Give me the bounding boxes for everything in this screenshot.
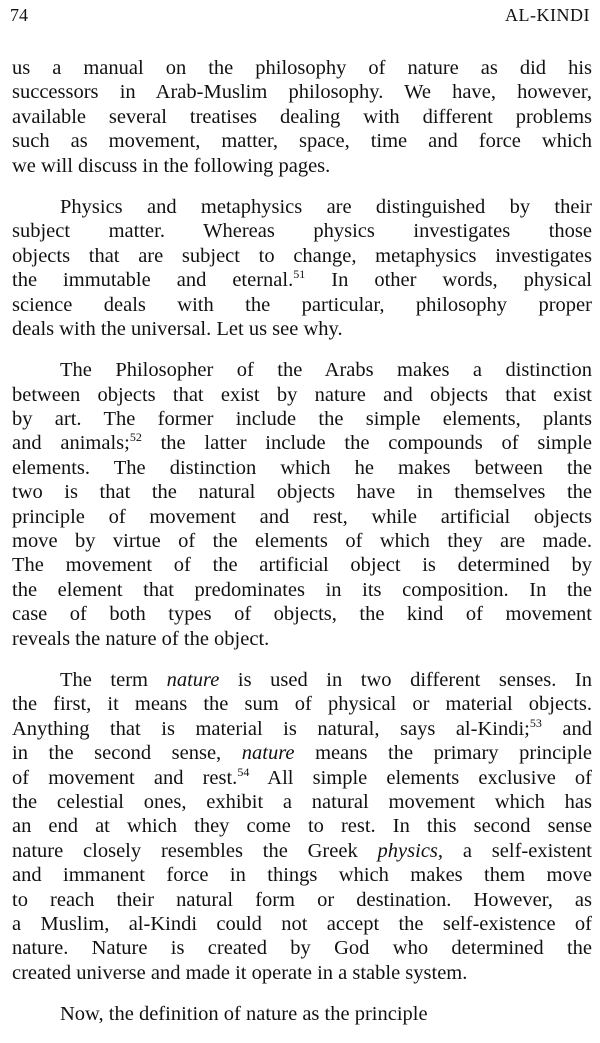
text-run: elements. The distinction which he makes between the: [12, 456, 592, 479]
body-text: [12, 56, 592, 1043]
text-line: [12, 790, 592, 814]
text-run: successors in Arab-Muslim philosophy. We have, however,: [12, 81, 592, 104]
italic-term: nature: [241, 742, 295, 765]
text-run: The Philosopher of the Arabs makes a distinction: [60, 359, 592, 382]
text-run: a Muslim, al-Kindi could not accept the self-existence of: [12, 912, 592, 935]
text-run: the latter include the compounds of simple: [141, 432, 592, 455]
text-line: [12, 505, 592, 529]
text-run: us a manual on the philosophy of nature as did his: [12, 57, 592, 79]
text-run: the immutable and eternal.: [12, 269, 294, 292]
text-line: [12, 407, 592, 431]
text-line: [12, 383, 592, 407]
text-line: [12, 839, 592, 863]
text-line: [12, 741, 592, 765]
text-line: [12, 431, 592, 455]
text-run: The movement of the artificial object is determined by: [12, 554, 592, 577]
text-line: [12, 814, 592, 838]
text-line: [12, 80, 592, 104]
text-run: , a self-existent: [437, 839, 592, 862]
text-line: [12, 358, 592, 382]
text-line: [12, 692, 592, 716]
text-line: [12, 936, 592, 960]
text-run: Physics and metaphysics are distinguished by their: [60, 195, 592, 218]
italic-term: nature: [166, 668, 220, 691]
text-run: and: [541, 717, 593, 740]
text-line: [12, 961, 592, 985]
text-run: All simple elements exclusive of: [249, 766, 592, 789]
text-run: of movement and rest.: [12, 766, 238, 789]
footnote-marker: 51: [293, 267, 306, 282]
text-line: [12, 293, 592, 317]
text-line: [12, 456, 592, 480]
paragraph: [12, 56, 592, 178]
text-line: [12, 766, 592, 790]
text-line: [12, 863, 592, 887]
text-run: in the second sense,: [12, 742, 242, 765]
text-line: [12, 553, 592, 577]
text-run: nature. Nature is created by God who determined the: [12, 937, 592, 960]
text-run: two is that the natural objects have in themselves the: [12, 481, 592, 504]
footnote-marker: 54: [237, 764, 250, 779]
text-run: created universe and made it operate in a stable system.: [12, 961, 468, 984]
text-line: [12, 668, 592, 692]
text-run: nature closely resembles the Greek: [12, 839, 378, 862]
text-line: [12, 219, 592, 243]
text-line: [12, 602, 592, 626]
text-line: [12, 195, 592, 219]
text-line: [12, 717, 592, 741]
italic-term: physics: [377, 839, 438, 862]
footnote-marker: 52: [129, 430, 142, 445]
text-run: by art. The former include the simple elements, plants: [12, 408, 592, 431]
text-run: move by virtue of the elements of which they are made.: [12, 530, 592, 553]
text-line: [12, 129, 592, 153]
text-run: available several treatises dealing with different problems: [12, 105, 592, 128]
running-head: [10, 4, 590, 26]
text-run: an end at which they come to rest. In this second sense: [12, 815, 592, 838]
text-line: [12, 244, 592, 268]
text-line: [12, 578, 592, 602]
text-run: reveals the nature of the object.: [12, 627, 270, 650]
text-line: [12, 317, 592, 341]
text-line: [12, 480, 592, 504]
footnote-marker: 53: [529, 715, 542, 730]
paragraph: [12, 358, 592, 651]
text-run: is used in two different senses. In: [219, 668, 592, 691]
text-line: [12, 627, 592, 651]
paragraph: [12, 668, 592, 985]
paragraph: [12, 195, 592, 341]
page-number: 74: [10, 5, 28, 25]
text-run: Anything that is material is natural, says al-Kindi;: [12, 717, 530, 740]
text-run: and immanent force in things which makes them move: [12, 864, 592, 887]
text-run: Now, the definition of nature as the principle: [60, 1003, 428, 1026]
text-line: [12, 888, 592, 912]
text-run: science deals with the particular, philosophy proper: [12, 293, 592, 316]
text-run: the element that predominates in its composition. In the: [12, 578, 592, 601]
text-run: and animals;: [12, 432, 130, 455]
text-run: the first, it means the sum of physical or material objects.: [12, 693, 592, 716]
text-run: case of both types of objects, the kind of movement: [12, 603, 592, 626]
text-run: between objects that exist by nature and objects that exist: [12, 383, 592, 406]
text-run: means the primary principle: [294, 742, 592, 765]
text-run: objects that are subject to change, metaphysics investigates: [12, 244, 592, 267]
text-line: [12, 529, 592, 553]
text-run: we will discuss in the following pages.: [12, 154, 331, 177]
text-line: [12, 56, 592, 80]
text-run: such as movement, matter, space, time and force which: [12, 130, 592, 153]
text-line: [12, 105, 592, 129]
text-line: [12, 268, 592, 292]
text-run: In other words, physical: [305, 269, 593, 292]
text-run: to reach their natural form or destination. However, as: [12, 888, 592, 911]
text-run: The term: [60, 668, 167, 691]
running-title: AL-KINDI: [505, 5, 590, 25]
text-line: [12, 154, 592, 178]
text-run: subject matter. Whereas physics investigates those: [12, 220, 592, 243]
text-run: principle of movement and rest, while artificial objects: [12, 505, 592, 528]
paragraph: [12, 1002, 592, 1026]
text-line: [12, 1002, 592, 1026]
text-run: the celestial ones, exhibit a natural movement which has: [12, 790, 592, 813]
text-run: deals with the universal. Let us see why.: [12, 317, 343, 340]
text-line: [12, 912, 592, 936]
